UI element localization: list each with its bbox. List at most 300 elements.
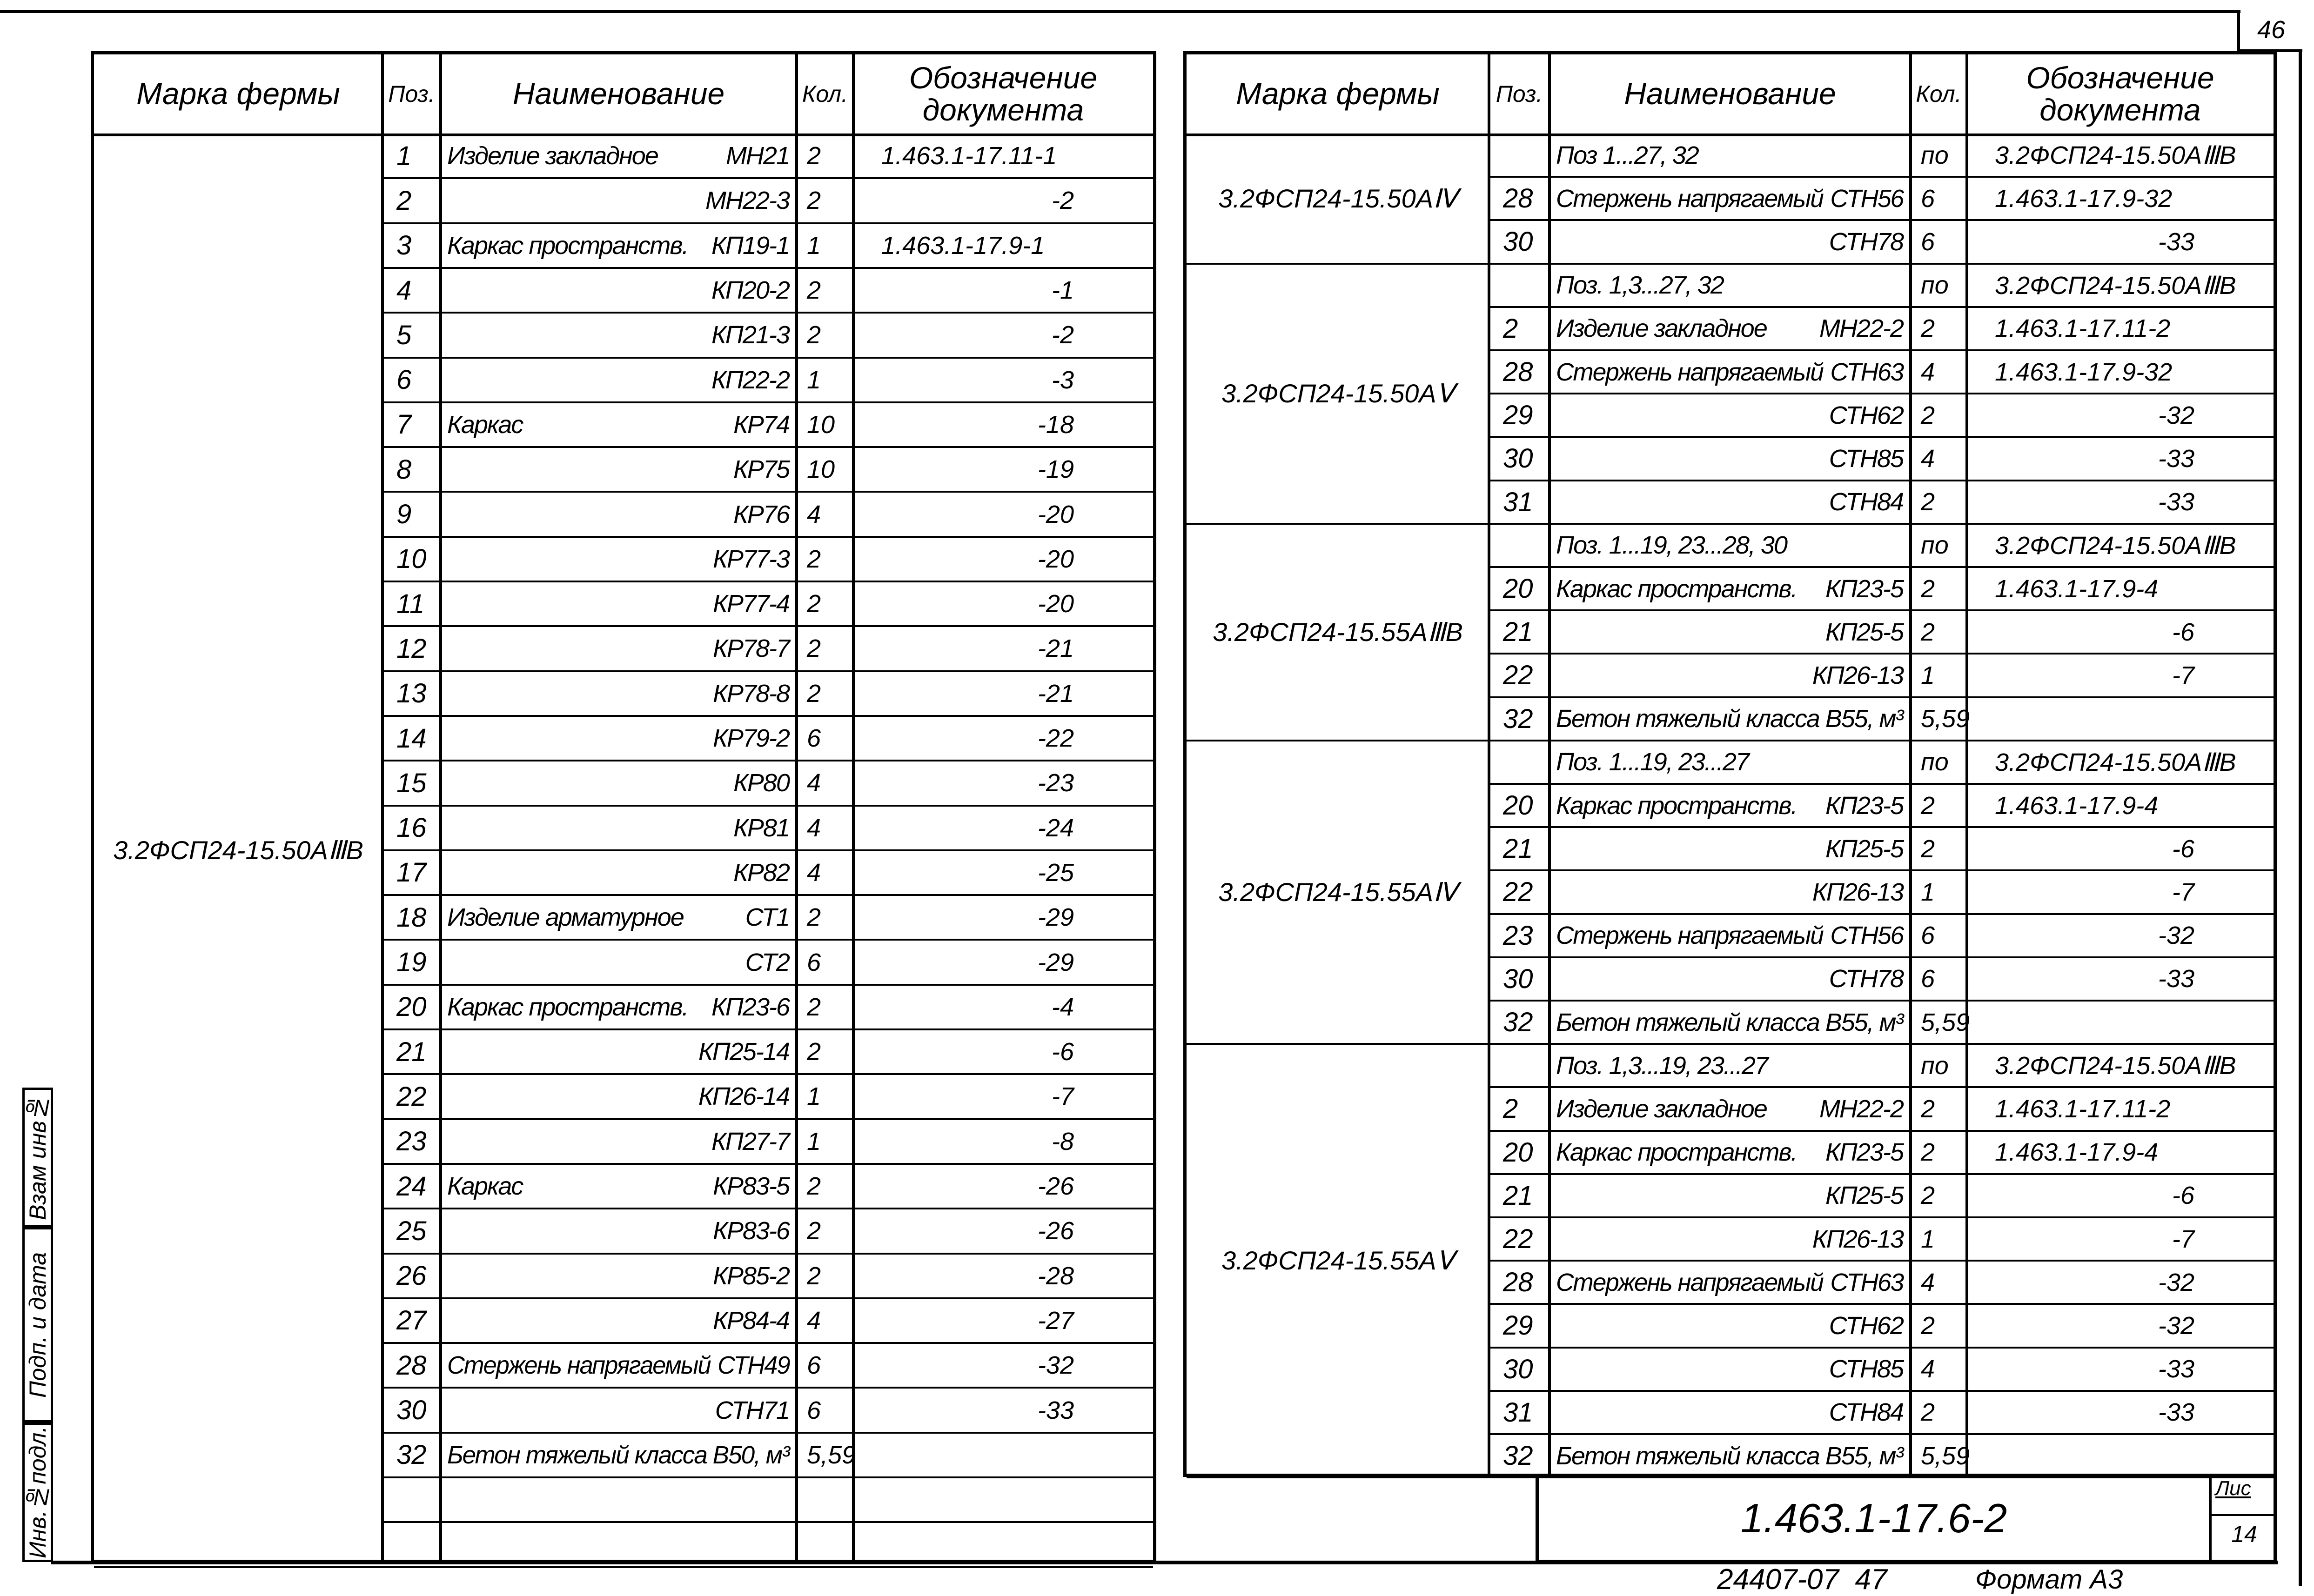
- doc-cell: -33: [1037, 1396, 1074, 1424]
- item-code: СТН63: [1830, 1268, 1904, 1296]
- doc-cell: -8: [1051, 1127, 1074, 1155]
- item-code: КП23-5: [1825, 1138, 1903, 1167]
- sheet-value: 14: [2231, 1521, 2257, 1547]
- doc-cell: -33: [2158, 1355, 2194, 1383]
- pos-cell: 17: [396, 857, 427, 888]
- pos-cell: 12: [396, 633, 427, 664]
- name-cell: [1556, 654, 1903, 697]
- pos-cell: 29: [1503, 400, 1533, 431]
- item-code: СТН78: [1829, 965, 1903, 993]
- name-cell: [1556, 1001, 1903, 1044]
- name-content: [447, 1037, 789, 1066]
- pos-cell: 22: [1503, 1224, 1533, 1255]
- name-content: [447, 186, 789, 215]
- doc-cell: -26: [1037, 1172, 1074, 1201]
- doc-cell: -33: [2158, 965, 2194, 993]
- item-code: СТН84: [1829, 1398, 1903, 1427]
- item-code: КП23-6: [711, 993, 789, 1021]
- doc-cell: -7: [2172, 1225, 2194, 1253]
- item-name: Стержень напрягаемый: [1556, 358, 1823, 386]
- item-name: Каркас пространств.: [1556, 574, 1797, 603]
- name-cell: [447, 1254, 789, 1298]
- doc-cell: -32: [2158, 1311, 2194, 1340]
- side-stamp-replace-inv: Взам инв№: [22, 1088, 53, 1227]
- qty-cell: 4: [807, 769, 821, 797]
- name-content: [447, 1172, 789, 1201]
- doc-cell: 3.2ФСП24-15.50АⅢВ: [1995, 531, 2236, 560]
- pos-cell: 29: [1503, 1310, 1533, 1341]
- item-code: МН21: [725, 142, 789, 170]
- name-content: [447, 724, 789, 753]
- doc-cell: 1.463.1-17.9-4: [1995, 574, 2159, 603]
- qty-cell: 2: [807, 634, 821, 663]
- truss-mark-cell: 3.2ФСП24-15.55АⅣ: [1218, 877, 1457, 907]
- pos-cell: 18: [396, 902, 427, 933]
- name-cell: [1556, 784, 1903, 827]
- item-name: Каркас пространств.: [1556, 1138, 1797, 1167]
- truss-mark-cell: 3.2ФСП24-15.55АⅢВ: [1213, 617, 1463, 647]
- item-code: СТН71: [715, 1396, 789, 1424]
- qty-cell: 2: [807, 1262, 821, 1290]
- name-content: [447, 634, 789, 663]
- item-name: Поз. 1,3...27, 32: [1556, 271, 1724, 300]
- qty-cell: 6: [1921, 965, 1935, 993]
- item-code: КП27-7: [711, 1127, 789, 1155]
- doc-cell: -4: [1051, 993, 1074, 1021]
- pos-cell: [1489, 1044, 1549, 1087]
- pos-cell: 31: [1503, 1397, 1533, 1428]
- pos-cell: 6: [396, 365, 412, 395]
- item-code: СТ1: [745, 903, 789, 932]
- item-name: Стержень напрягаемый: [447, 1351, 711, 1380]
- item-name: Поз 1...27, 32: [1556, 141, 1698, 169]
- qty-cell: 6: [1921, 184, 1935, 213]
- name-cell: [1556, 697, 1903, 741]
- name-content: [447, 141, 789, 170]
- item-code: КР75: [733, 455, 789, 484]
- item-code: МН22-2: [1819, 1095, 1903, 1123]
- pos-cell: 30: [1503, 443, 1533, 474]
- doc-cell: -6: [2172, 618, 2194, 646]
- pos-cell: 8: [396, 454, 412, 485]
- name-cell: [447, 1029, 789, 1074]
- item-name: Каркас: [447, 410, 523, 439]
- doc-cell: -21: [1037, 679, 1074, 708]
- item-code: СТН84: [1829, 488, 1903, 516]
- qty-cell: 1: [1921, 878, 1935, 906]
- name-cell: [1556, 957, 1903, 1001]
- item-name: Поз. 1,3...19, 23...27: [1556, 1051, 1768, 1080]
- name-content: [447, 993, 789, 1022]
- pos-cell: 3: [396, 230, 412, 261]
- header-doc: Обозначение документа: [909, 60, 1098, 127]
- name-content: [1556, 1181, 1903, 1210]
- name-content: [447, 1396, 789, 1425]
- doc-cell: -29: [1037, 903, 1074, 932]
- qty-cell: по: [1921, 1051, 1949, 1080]
- name-cell: [447, 1388, 789, 1432]
- qty-cell: 2: [1921, 618, 1935, 646]
- item-code: КП26-13: [1812, 661, 1903, 689]
- name-content: [1556, 227, 1903, 256]
- sheet-number: 46: [2257, 16, 2286, 44]
- item-name: Каркас пространств.: [447, 993, 688, 1021]
- name-cell: [1556, 1131, 1903, 1174]
- name-content: [1556, 1442, 1902, 1470]
- truss-mark-cell: 3.2ФСП24-15.50АⅢВ: [113, 835, 363, 865]
- item-code: КП22-2: [711, 366, 789, 394]
- name-content: [1556, 574, 1903, 603]
- pos-cell: 31: [1503, 487, 1533, 517]
- doc-cell: [1967, 697, 2274, 741]
- item-name: Поз. 1...19, 23...28, 30: [1556, 531, 1787, 560]
- qty-cell: 2: [1921, 1095, 1935, 1123]
- pos-cell: 1: [396, 140, 412, 171]
- pos-cell: 30: [1503, 963, 1533, 994]
- item-code: КП26-14: [698, 1082, 789, 1111]
- doc-cell: -27: [1037, 1306, 1074, 1335]
- name-content: [447, 1127, 789, 1156]
- qty-cell: 5,59: [807, 1441, 856, 1469]
- pos-cell: [1489, 264, 1549, 307]
- qty-cell: 2: [807, 993, 821, 1021]
- name-cell: [447, 268, 789, 313]
- doc-cell: -32: [2158, 922, 2194, 950]
- doc-cell: 3.2ФСП24-15.50АⅢВ: [1995, 1052, 2236, 1080]
- item-code: КП21-3: [711, 321, 789, 349]
- pos-cell: 10: [396, 544, 427, 574]
- pos-cell: 23: [1503, 920, 1533, 951]
- name-content: [447, 679, 789, 708]
- qty-cell: 4: [1921, 444, 1935, 473]
- sheet-label: Лис: [2212, 1477, 2277, 1516]
- qty-cell: 6: [807, 724, 821, 753]
- name-content: [447, 1216, 789, 1245]
- name-content: [447, 455, 789, 484]
- pos-cell: 16: [396, 813, 427, 843]
- header-mark: Марка фермы: [136, 76, 340, 111]
- qty-cell: 4: [1921, 1355, 1935, 1383]
- name-cell: [1556, 134, 1903, 177]
- pos-cell: 20: [1503, 1137, 1533, 1168]
- qty-cell: 4: [1921, 358, 1935, 386]
- item-code: КР84-4: [713, 1306, 789, 1335]
- qty-cell: 1: [807, 1082, 821, 1111]
- qty-cell: 2: [1921, 401, 1935, 429]
- item-name: Бетон тяжелый класса В55, м³: [1556, 1442, 1903, 1470]
- name-cell: [447, 716, 789, 761]
- name-cell: [447, 402, 789, 447]
- header-doc: Обозначение документа: [2026, 60, 2214, 127]
- item-code: КП23-5: [1825, 574, 1903, 603]
- item-code: КР74: [733, 410, 789, 439]
- doc-cell: -33: [2158, 227, 2194, 256]
- qty-cell: 2: [807, 1038, 821, 1066]
- side-stamp-sign-date: Подп. и дата: [22, 1227, 53, 1422]
- item-code: КР78-8: [713, 679, 789, 708]
- qty-cell: 6: [807, 1351, 821, 1380]
- name-cell: [1556, 1087, 1903, 1130]
- doc-cell: -23: [1037, 769, 1074, 797]
- truss-mark-cell: 3.2ФСП24-15.50АⅣ: [1218, 183, 1457, 213]
- title-block: [1536, 1474, 2277, 1563]
- name-content: [447, 321, 789, 349]
- qty-cell: 2: [1921, 1311, 1935, 1340]
- doc-cell: -32: [1037, 1351, 1074, 1380]
- doc-cell: 1.463.1-17.9-1: [881, 231, 1045, 260]
- qty-cell: 2: [1921, 1138, 1935, 1167]
- item-name: Стержень напрягаемый: [1556, 922, 1823, 950]
- pos-cell: 32: [396, 1440, 427, 1470]
- name-cell: [1556, 1348, 1903, 1391]
- item-code: СТН62: [1829, 401, 1903, 429]
- item-code: СТ2: [745, 948, 789, 976]
- name-cell: [447, 223, 789, 268]
- pos-cell: 30: [396, 1395, 427, 1426]
- name-cell: [1556, 437, 1903, 480]
- pos-cell: 30: [1503, 1354, 1533, 1384]
- doc-cell: -33: [2158, 1398, 2194, 1427]
- item-code: КР77-4: [713, 590, 789, 618]
- pos-cell: 11: [396, 588, 425, 619]
- name-content: [1556, 314, 1903, 343]
- right-spec-table: [1183, 51, 2277, 1477]
- sheet-number-box: [2237, 10, 2302, 52]
- name-cell: [1556, 914, 1903, 957]
- name-content: [1556, 791, 1903, 820]
- qty-cell: 1: [1921, 1225, 1935, 1253]
- name-content: [1556, 487, 1903, 516]
- pos-cell: 21: [1503, 834, 1533, 864]
- name-content: [447, 410, 789, 439]
- name-cell: [447, 447, 789, 492]
- pos-cell: 32: [1503, 1441, 1533, 1471]
- qty-cell: 4: [807, 500, 821, 528]
- name-cell: [1556, 567, 1903, 610]
- qty-cell: 10: [807, 410, 835, 439]
- qty-cell: 2: [807, 1172, 821, 1201]
- name-cell: [447, 1119, 789, 1164]
- qty-cell: по: [1921, 271, 1949, 300]
- qty-cell: по: [1921, 748, 1949, 776]
- item-name: Бетон тяжелый класса В50, м³: [447, 1441, 789, 1469]
- name-content: [1556, 921, 1904, 950]
- header-mark: Марка фермы: [1236, 76, 1440, 111]
- qty-cell: 1: [1921, 661, 1935, 689]
- name-cell: [447, 134, 789, 178]
- name-cell: [447, 985, 789, 1029]
- qty-cell: 6: [1921, 227, 1935, 256]
- doc-cell: 1.463.1-17.9-32: [1995, 358, 2173, 386]
- doc-cell: -20: [1037, 590, 1074, 618]
- pos-cell: 9: [396, 499, 412, 530]
- name-content: [1556, 444, 1903, 473]
- name-cell: [447, 671, 789, 716]
- name-cell: [1556, 1174, 1903, 1217]
- pos-cell: 21: [396, 1036, 427, 1067]
- item-code: КР81: [733, 814, 789, 842]
- pos-cell: 19: [396, 947, 427, 978]
- name-content: [447, 814, 789, 842]
- qty-cell: 5,59: [1921, 705, 1970, 733]
- format-label: Формат А3: [1975, 1564, 2123, 1595]
- qty-cell: 2: [807, 679, 821, 708]
- name-cell: [447, 581, 789, 626]
- name-content: [447, 589, 789, 618]
- name-cell: [447, 313, 789, 357]
- name-content: [1556, 878, 1903, 907]
- pos-cell: 7: [396, 409, 412, 440]
- doc-cell: -26: [1037, 1217, 1074, 1245]
- item-code: КП25-5: [1825, 835, 1903, 863]
- name-cell: [447, 492, 789, 536]
- archive-number: 24407-07 47: [1717, 1563, 1887, 1596]
- doc-cell: -19: [1037, 455, 1074, 484]
- item-name: Стержень напрягаемый: [1556, 184, 1823, 213]
- item-code: МН22-2: [1819, 314, 1903, 343]
- doc-cell: 3.2ФСП24-15.50АⅢВ: [1995, 271, 2236, 300]
- item-name: Изделие закладное: [1556, 314, 1767, 343]
- right-border-line: [2299, 51, 2302, 1586]
- item-code: КП25-14: [698, 1038, 789, 1066]
- name-cell: [447, 850, 789, 895]
- pos-cell: [1489, 741, 1549, 784]
- qty-cell: [797, 1477, 853, 1522]
- pos-cell: 26: [396, 1261, 427, 1291]
- item-code: КР78-7: [713, 634, 789, 663]
- qty-cell: 6: [1921, 922, 1935, 950]
- doc-cell: [853, 1433, 1153, 1477]
- qty-cell: 2: [1921, 574, 1935, 603]
- name-cell: [447, 178, 789, 223]
- qty-cell: 2: [807, 545, 821, 573]
- name-cell: [1556, 264, 1903, 307]
- item-name: Стержень напрягаемый: [1556, 1268, 1823, 1296]
- item-code: СТН49: [718, 1351, 790, 1380]
- pos-cell: 20: [396, 992, 427, 1022]
- qty-cell: 2: [1921, 835, 1935, 863]
- pos-cell: 2: [396, 185, 412, 216]
- doc-cell: -21: [1037, 634, 1074, 663]
- name-content: [447, 1441, 789, 1469]
- doc-cell: [853, 1477, 1153, 1522]
- doc-cell: -25: [1037, 858, 1074, 887]
- name-content: [447, 1351, 790, 1380]
- name-cell: [447, 940, 789, 984]
- qty-cell: по: [1921, 531, 1949, 560]
- pos-cell: 28: [1503, 183, 1533, 214]
- name-cell: [1556, 220, 1903, 263]
- name-content: [1556, 184, 1904, 213]
- name-content: [447, 858, 789, 887]
- pos-cell: 22: [1503, 877, 1533, 908]
- doc-cell: -33: [2158, 444, 2194, 473]
- doc-cell: -32: [2158, 401, 2194, 429]
- name-cell: [447, 358, 789, 402]
- item-code: СТН62: [1829, 1311, 1903, 1340]
- top-border-line: [0, 10, 2240, 13]
- name-content: [447, 903, 789, 932]
- doc-cell: -6: [1051, 1038, 1074, 1066]
- item-code: КП25-5: [1825, 618, 1903, 646]
- name-content: [1556, 531, 1903, 560]
- item-code: КР83-6: [713, 1217, 789, 1245]
- document-code: 1.463.1-17.6-2: [1740, 1495, 2007, 1541]
- name-content: [447, 545, 789, 574]
- pos-cell: 23: [396, 1126, 427, 1157]
- name-cell: [1556, 870, 1903, 914]
- doc-cell: -32: [2158, 1268, 2194, 1296]
- doc-cell: -1: [1051, 276, 1074, 305]
- name-content: [1556, 401, 1903, 430]
- qty-cell: 1: [807, 231, 821, 260]
- pos-cell: 21: [1503, 617, 1533, 648]
- doc-cell: -7: [2172, 661, 2194, 689]
- doc-cell: -7: [1051, 1082, 1074, 1111]
- item-name: Изделие закладное: [447, 142, 658, 170]
- left-spec-table: [91, 51, 1156, 1563]
- name-cell: [1556, 1261, 1903, 1304]
- name-cell: [1556, 307, 1903, 350]
- qty-cell: 6: [807, 948, 821, 976]
- name-content: [1556, 964, 1903, 993]
- item-code: СТН85: [1829, 1355, 1903, 1383]
- name-content: [447, 500, 789, 529]
- item-code: КР85-2: [713, 1262, 789, 1290]
- name-content: [1556, 1138, 1903, 1167]
- header-qty: Кол.: [802, 80, 848, 107]
- doc-cell: 1.463.1-17.11-2: [1995, 1095, 2171, 1123]
- name-cell: [447, 761, 789, 805]
- item-code: КП20-2: [711, 276, 789, 305]
- name-content: [1556, 271, 1903, 300]
- doc-cell: 1.463.1-17.9-4: [1995, 1138, 2159, 1167]
- item-code: СТН78: [1829, 227, 1903, 256]
- qty-cell: 6: [807, 1396, 821, 1424]
- qty-cell: 2: [807, 321, 821, 349]
- qty-cell: 2: [807, 276, 821, 305]
- pos-cell: 30: [1503, 227, 1533, 257]
- name-content: [447, 1262, 789, 1290]
- qty-cell: 4: [1921, 1268, 1935, 1296]
- name-cell: [447, 1343, 789, 1388]
- pos-cell: 25: [396, 1215, 427, 1246]
- name-cell: [1556, 1304, 1903, 1347]
- item-code: КР76: [733, 500, 789, 528]
- doc-cell: 1.463.1-17.9-32: [1995, 184, 2173, 213]
- name-content: [1556, 618, 1903, 647]
- header-pos: Поз.: [388, 80, 435, 107]
- truss-mark-cell: 3.2ФСП24-15.55АⅤ: [1221, 1246, 1455, 1275]
- name-content: [1556, 748, 1903, 776]
- qty-cell: 4: [807, 814, 821, 842]
- item-code: СТН56: [1830, 922, 1904, 950]
- pos-cell: 24: [396, 1171, 427, 1202]
- doc-cell: 3.2ФСП24-15.50АⅢВ: [1995, 748, 2236, 776]
- item-code: МН22-3: [705, 187, 789, 215]
- name-cell: [447, 1074, 789, 1119]
- doc-cell: -18: [1037, 410, 1074, 439]
- qty-cell: 2: [1921, 488, 1935, 516]
- name-content: [1556, 661, 1903, 690]
- name-content: [447, 1306, 789, 1335]
- name-content: [447, 276, 789, 305]
- header-pos: Поз.: [1496, 80, 1543, 107]
- item-code: КП26-13: [1812, 878, 1903, 906]
- name-cell: [1556, 350, 1903, 394]
- pos-cell: 32: [1503, 703, 1533, 734]
- name-cell: [1556, 610, 1903, 654]
